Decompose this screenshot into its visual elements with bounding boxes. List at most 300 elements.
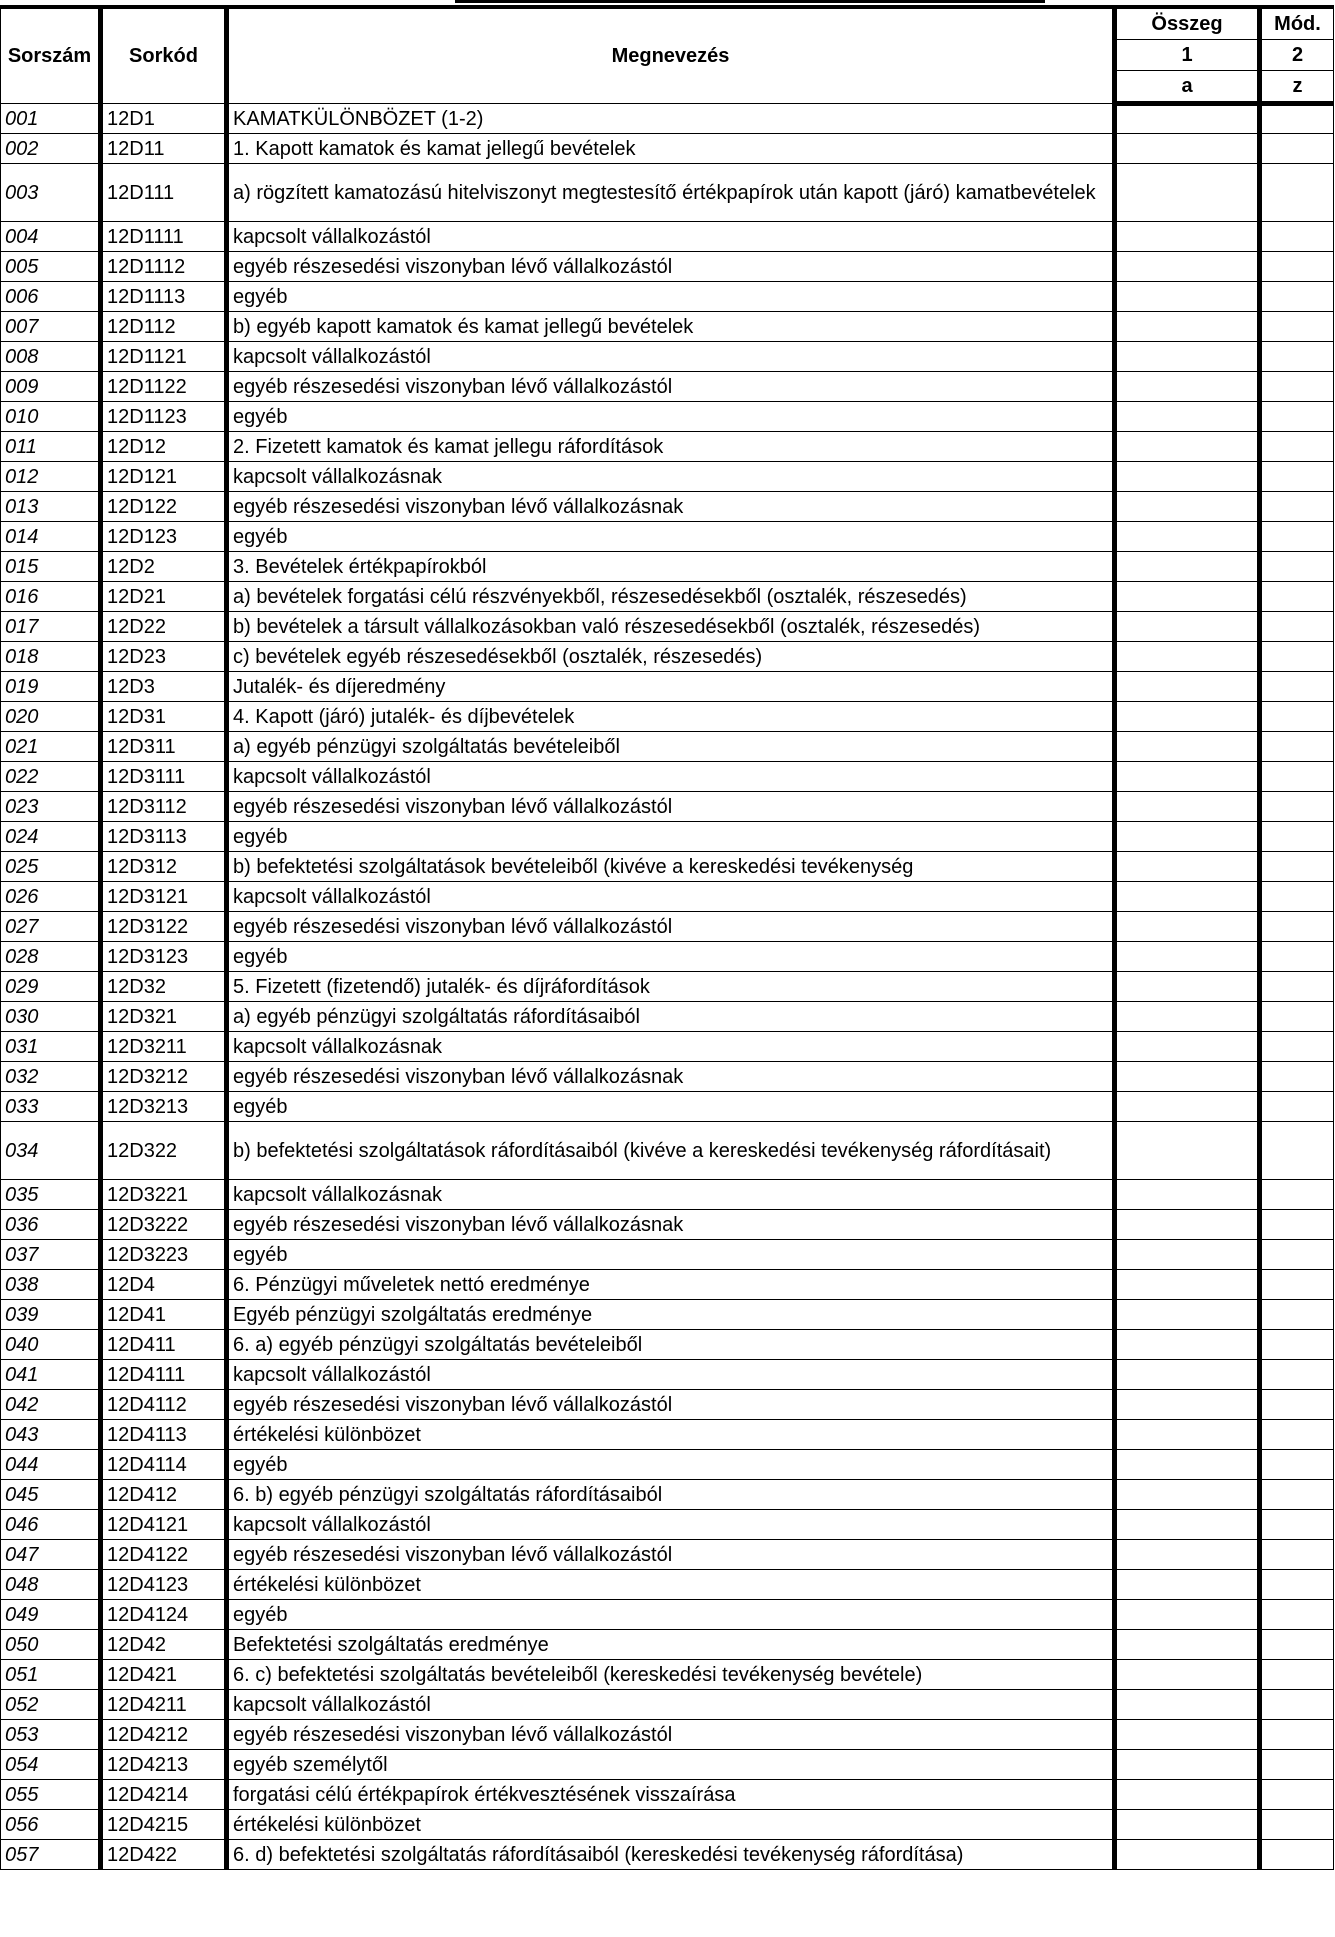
amount-cell[interactable] [1115,552,1260,582]
row-description: c) bevételek egyéb részesedésekből (osztalék, részesedés) [227,642,1115,672]
modification-cell[interactable] [1260,1720,1334,1750]
amount-cell[interactable] [1115,1630,1260,1660]
row-number: 027 [1,912,101,942]
row-number: 001 [1,104,101,134]
modification-cell[interactable] [1260,1270,1334,1300]
amount-cell[interactable] [1115,1510,1260,1540]
row-description: Egyéb pénzügyi szolgáltatás eredménye [227,1300,1115,1330]
row-number: 057 [1,1840,101,1870]
row-code: 12D112 [101,312,227,342]
row-code: 12D23 [101,642,227,672]
row-code: 12D3122 [101,912,227,942]
row-number: 020 [1,702,101,732]
row-number: 033 [1,1092,101,1122]
header-osszeg: Összeg [1115,7,1260,40]
table-row [1,282,1334,312]
row-number: 022 [1,762,101,792]
row-description: 6. a) egyéb pénzügyi szolgáltatás bevételeiből [227,1330,1115,1360]
row-code: 12D2 [101,552,227,582]
row-description: kapcsolt vállalkozástól [227,1510,1115,1540]
amount-cell[interactable] [1115,1240,1260,1270]
modification-cell[interactable] [1260,1660,1334,1690]
amount-cell[interactable] [1115,1840,1260,1870]
modification-cell[interactable] [1260,1810,1334,1840]
amount-cell[interactable] [1115,642,1260,672]
modification-cell[interactable] [1260,552,1334,582]
row-description: egyéb [227,1092,1115,1122]
row-code: 12D41 [101,1300,227,1330]
row-number: 039 [1,1300,101,1330]
table-row [1,642,1334,672]
amount-cell[interactable] [1115,372,1260,402]
row-description: Befektetési szolgáltatás eredménye [227,1630,1115,1660]
row-description: egyéb részesedési viszonyban lévő vállalkozástól [227,1720,1115,1750]
table-row [1,792,1334,822]
modification-cell[interactable] [1260,642,1334,672]
row-code: 12D3213 [101,1092,227,1122]
row-code: 12D1 [101,104,227,134]
row-description: egyéb részesedési viszonyban lévő vállalkozástól [227,1390,1115,1420]
table-row [1,582,1334,612]
row-code: 12D1113 [101,282,227,312]
row-description: 5. Fizetett (fizetendő) jutalék- és díjráfordítások [227,972,1115,1002]
modification-cell[interactable] [1260,222,1334,252]
modification-cell[interactable] [1260,312,1334,342]
modification-cell[interactable] [1260,1480,1334,1510]
row-description: egyéb részesedési viszonyban lévő vállalkozásnak [227,1210,1115,1240]
modification-cell[interactable] [1260,492,1334,522]
table-row [1,732,1334,762]
amount-cell[interactable] [1115,1300,1260,1330]
table-row [1,402,1334,432]
row-code: 12D4121 [101,1510,227,1540]
modification-cell[interactable] [1260,1540,1334,1570]
header-megnevezes: Megnevezés [227,7,1115,104]
table-body [1,104,1334,1870]
amount-cell[interactable] [1115,1420,1260,1450]
row-code: 12D322 [101,1122,227,1180]
row-number: 006 [1,282,101,312]
amount-cell[interactable] [1115,672,1260,702]
modification-cell[interactable] [1260,1510,1334,1540]
amount-cell[interactable] [1115,1480,1260,1510]
table-row [1,492,1334,522]
amount-cell[interactable] [1115,1360,1260,1390]
row-code: 12D1123 [101,402,227,432]
row-code: 12D42 [101,1630,227,1660]
table-row [1,1840,1334,1870]
row-code: 12D4111 [101,1360,227,1390]
table-row [1,1210,1334,1240]
amount-cell[interactable] [1115,342,1260,372]
row-number: 003 [1,164,101,222]
row-code: 12D123 [101,522,227,552]
row-code: 12D3223 [101,1240,227,1270]
modification-cell[interactable] [1260,942,1334,972]
table-row [1,1390,1334,1420]
row-code: 12D3221 [101,1180,227,1210]
table-row [1,104,1334,134]
row-code: 12D321 [101,1002,227,1032]
row-description: kapcsolt vállalkozástól [227,342,1115,372]
row-description: 6. Pénzügyi műveletek nettó eredménye [227,1270,1115,1300]
row-description: 1. Kapott kamatok és kamat jellegű bevételek [227,134,1115,164]
row-code: 12D4 [101,1270,227,1300]
row-number: 044 [1,1450,101,1480]
row-number: 002 [1,134,101,164]
amount-cell[interactable] [1115,1270,1260,1300]
table-row [1,312,1334,342]
modification-cell[interactable] [1260,1360,1334,1390]
row-code: 12D1112 [101,252,227,282]
row-code: 12D3212 [101,1062,227,1092]
table-row [1,1360,1334,1390]
row-code: 12D3121 [101,882,227,912]
modification-cell[interactable] [1260,762,1334,792]
modification-cell[interactable] [1260,732,1334,762]
row-description: kapcsolt vállalkozástól [227,762,1115,792]
table-row [1,612,1334,642]
row-number: 013 [1,492,101,522]
row-description: egyéb [227,822,1115,852]
row-number: 019 [1,672,101,702]
table-row [1,1780,1334,1810]
row-description: egyéb [227,282,1115,312]
row-code: 12D1122 [101,372,227,402]
amount-cell[interactable] [1115,582,1260,612]
row-code: 12D4124 [101,1600,227,1630]
row-code: 12D121 [101,462,227,492]
amount-cell[interactable] [1115,1780,1260,1810]
row-description: kapcsolt vállalkozástól [227,1690,1115,1720]
modification-cell[interactable] [1260,1750,1334,1780]
table-row [1,912,1334,942]
row-number: 040 [1,1330,101,1360]
report-table [0,5,1334,1870]
modification-cell[interactable] [1260,1300,1334,1330]
table-row [1,822,1334,852]
row-number: 023 [1,792,101,822]
modification-cell[interactable] [1260,1240,1334,1270]
row-number: 032 [1,1062,101,1092]
row-number: 037 [1,1240,101,1270]
row-number: 047 [1,1540,101,1570]
modification-cell[interactable] [1260,164,1334,222]
row-code: 12D411 [101,1330,227,1360]
row-description: kapcsolt vállalkozástól [227,1360,1115,1390]
row-description: egyéb [227,402,1115,432]
row-code: 12D3 [101,672,227,702]
row-number: 008 [1,342,101,372]
header-mod-num: 2 [1260,40,1334,71]
amount-cell[interactable] [1115,252,1260,282]
amount-cell[interactable] [1115,912,1260,942]
amount-cell[interactable] [1115,1570,1260,1600]
table-row [1,1270,1334,1300]
modification-cell[interactable] [1260,342,1334,372]
row-number: 031 [1,1032,101,1062]
table-row [1,1122,1334,1180]
amount-cell[interactable] [1115,1540,1260,1570]
row-description: 2. Fizetett kamatok és kamat jellegu ráfordítások [227,432,1115,462]
amount-cell[interactable] [1115,522,1260,552]
amount-cell[interactable] [1115,164,1260,222]
table-row [1,1630,1334,1660]
row-code: 12D31 [101,702,227,732]
row-number: 026 [1,882,101,912]
amount-cell[interactable] [1115,1062,1260,1092]
row-number: 056 [1,1810,101,1840]
modification-cell[interactable] [1260,582,1334,612]
table-row [1,1660,1334,1690]
amount-cell[interactable] [1115,1810,1260,1840]
amount-cell[interactable] [1115,104,1260,134]
row-description: értékelési különbözet [227,1420,1115,1450]
table-row [1,1810,1334,1840]
modification-cell[interactable] [1260,1690,1334,1720]
table-row [1,1092,1334,1122]
row-description: b) befektetési szolgáltatások ráfordításaiból (kivéve a kereskedési tevékenység ráfordításait) [227,1122,1115,1180]
row-code: 12D111 [101,164,227,222]
modification-cell[interactable] [1260,432,1334,462]
modification-cell[interactable] [1260,372,1334,402]
row-number: 055 [1,1780,101,1810]
row-description: egyéb részesedési viszonyban lévő vállalkozásnak [227,492,1115,522]
table-row [1,1420,1334,1450]
amount-cell[interactable] [1115,882,1260,912]
amount-cell[interactable] [1115,612,1260,642]
amount-cell[interactable] [1115,402,1260,432]
amount-cell[interactable] [1115,1450,1260,1480]
modification-cell[interactable] [1260,1780,1334,1810]
modification-cell[interactable] [1260,1122,1334,1180]
table-row [1,1330,1334,1360]
amount-cell[interactable] [1115,942,1260,972]
table-row [1,1570,1334,1600]
row-number: 018 [1,642,101,672]
row-description: Jutalék- és díjeredmény [227,672,1115,702]
row-number: 048 [1,1570,101,1600]
amount-cell[interactable] [1115,1600,1260,1630]
row-code: 12D1111 [101,222,227,252]
row-number: 004 [1,222,101,252]
modification-cell[interactable] [1260,462,1334,492]
amount-cell[interactable] [1115,432,1260,462]
amount-cell[interactable] [1115,1720,1260,1750]
amount-cell[interactable] [1115,732,1260,762]
row-code: 12D4114 [101,1450,227,1480]
table-row [1,972,1334,1002]
row-description: b) egyéb kapott kamatok és kamat jellegű bevételek [227,312,1115,342]
amount-cell[interactable] [1115,1390,1260,1420]
row-number: 042 [1,1390,101,1420]
row-number: 017 [1,612,101,642]
table-row [1,222,1334,252]
amount-cell[interactable] [1115,762,1260,792]
modification-cell[interactable] [1260,252,1334,282]
row-number: 043 [1,1420,101,1450]
row-number: 007 [1,312,101,342]
modification-cell[interactable] [1260,1032,1334,1062]
modification-cell[interactable] [1260,882,1334,912]
amount-cell[interactable] [1115,1180,1260,1210]
row-code: 12D1121 [101,342,227,372]
row-number: 034 [1,1122,101,1180]
modification-cell[interactable] [1260,972,1334,1002]
row-number: 016 [1,582,101,612]
amount-cell[interactable] [1115,1092,1260,1122]
row-description: 4. Kapott (járó) jutalék- és díjbevételek [227,702,1115,732]
amount-cell[interactable] [1115,492,1260,522]
table-row [1,552,1334,582]
row-number: 051 [1,1660,101,1690]
table-row [1,1180,1334,1210]
row-description: a) rögzített kamatozású hitelviszonyt megtestesítő értékpapírok után kapott (járó) kamatbevételek [227,164,1115,222]
amount-cell[interactable] [1115,282,1260,312]
row-description: egyéb részesedési viszonyban lévő vállalkozástól [227,912,1115,942]
table-row [1,1720,1334,1750]
modification-cell[interactable] [1260,1600,1334,1630]
table-row [1,1062,1334,1092]
amount-cell[interactable] [1115,1750,1260,1780]
top-rule [455,0,1045,3]
table-row [1,522,1334,552]
modification-cell[interactable] [1260,1390,1334,1420]
table-row [1,372,1334,402]
modification-cell[interactable] [1260,612,1334,642]
table-row [1,134,1334,164]
modification-cell[interactable] [1260,792,1334,822]
modification-cell[interactable] [1260,1002,1334,1032]
row-number: 009 [1,372,101,402]
modification-cell[interactable] [1260,1092,1334,1122]
row-code: 12D4213 [101,1750,227,1780]
table-row [1,342,1334,372]
row-code: 12D12 [101,432,227,462]
row-number: 038 [1,1270,101,1300]
modification-cell[interactable] [1260,912,1334,942]
row-code: 12D311 [101,732,227,762]
row-number: 014 [1,522,101,552]
row-description: egyéb [227,1240,1115,1270]
amount-cell[interactable] [1115,462,1260,492]
row-code: 12D22 [101,612,227,642]
row-code: 12D21 [101,582,227,612]
modification-cell[interactable] [1260,822,1334,852]
modification-cell[interactable] [1260,702,1334,732]
table-row [1,462,1334,492]
row-description: a) egyéb pénzügyi szolgáltatás bevételeiből [227,732,1115,762]
amount-cell[interactable] [1115,222,1260,252]
row-code: 12D11 [101,134,227,164]
amount-cell[interactable] [1115,972,1260,1002]
modification-cell[interactable] [1260,1062,1334,1092]
amount-cell[interactable] [1115,1210,1260,1240]
row-description: kapcsolt vállalkozástól [227,222,1115,252]
header-sorkod: Sorkód [101,7,227,104]
row-number: 053 [1,1720,101,1750]
amount-cell[interactable] [1115,792,1260,822]
row-code: 12D3113 [101,822,227,852]
row-description: a) egyéb pénzügyi szolgáltatás ráfordításaiból [227,1002,1115,1032]
row-code: 12D4214 [101,1780,227,1810]
row-number: 035 [1,1180,101,1210]
modification-cell[interactable] [1260,1420,1334,1450]
modification-cell[interactable] [1260,522,1334,552]
table-row [1,762,1334,792]
modification-cell[interactable] [1260,282,1334,312]
amount-cell[interactable] [1115,1122,1260,1180]
row-description: egyéb [227,1600,1115,1630]
row-description: egyéb [227,1450,1115,1480]
table-row [1,882,1334,912]
header-osszeg-code: a [1115,71,1260,104]
amount-cell[interactable] [1115,1330,1260,1360]
modification-cell[interactable] [1260,672,1334,702]
row-code: 12D122 [101,492,227,522]
row-number: 024 [1,822,101,852]
row-description: 6. b) egyéb pénzügyi szolgáltatás ráfordításaiból [227,1480,1115,1510]
row-number: 045 [1,1480,101,1510]
table-row [1,1450,1334,1480]
amount-cell[interactable] [1115,702,1260,732]
row-code: 12D4123 [101,1570,227,1600]
row-code: 12D412 [101,1480,227,1510]
table-row [1,1032,1334,1062]
table-row [1,672,1334,702]
amount-cell[interactable] [1115,312,1260,342]
row-number: 054 [1,1750,101,1780]
modification-cell[interactable] [1260,1570,1334,1600]
table-row [1,432,1334,462]
header-mod: Mód. [1260,7,1334,40]
modification-cell[interactable] [1260,1630,1334,1660]
table-row [1,1002,1334,1032]
row-description: a) bevételek forgatási célú részvényekből, részesedésekből (osztalék, részesedés) [227,582,1115,612]
amount-cell[interactable] [1115,852,1260,882]
table-row [1,1300,1334,1330]
modification-cell[interactable] [1260,1210,1334,1240]
row-code: 12D4122 [101,1540,227,1570]
modification-cell[interactable] [1260,1180,1334,1210]
amount-cell[interactable] [1115,1690,1260,1720]
amount-cell[interactable] [1115,1002,1260,1032]
row-code: 12D3111 [101,762,227,792]
row-number: 012 [1,462,101,492]
row-code: 12D422 [101,1840,227,1870]
modification-cell[interactable] [1260,852,1334,882]
row-code: 12D3211 [101,1032,227,1062]
amount-cell[interactable] [1115,822,1260,852]
row-description: forgatási célú értékpapírok értékvesztésének visszaírása [227,1780,1115,1810]
table-row [1,1510,1334,1540]
amount-cell[interactable] [1115,1660,1260,1690]
row-number: 030 [1,1002,101,1032]
amount-cell[interactable] [1115,1032,1260,1062]
modification-cell[interactable] [1260,402,1334,432]
modification-cell[interactable] [1260,104,1334,134]
amount-cell[interactable] [1115,134,1260,164]
row-description: egyéb személytől [227,1750,1115,1780]
modification-cell[interactable] [1260,1450,1334,1480]
modification-cell[interactable] [1260,1330,1334,1360]
modification-cell[interactable] [1260,1840,1334,1870]
row-description: egyéb részesedési viszonyban lévő vállalkozástól [227,1540,1115,1570]
modification-cell[interactable] [1260,134,1334,164]
row-code: 12D3123 [101,942,227,972]
row-description: egyéb részesedési viszonyban lévő vállalkozástól [227,252,1115,282]
table-row [1,1240,1334,1270]
